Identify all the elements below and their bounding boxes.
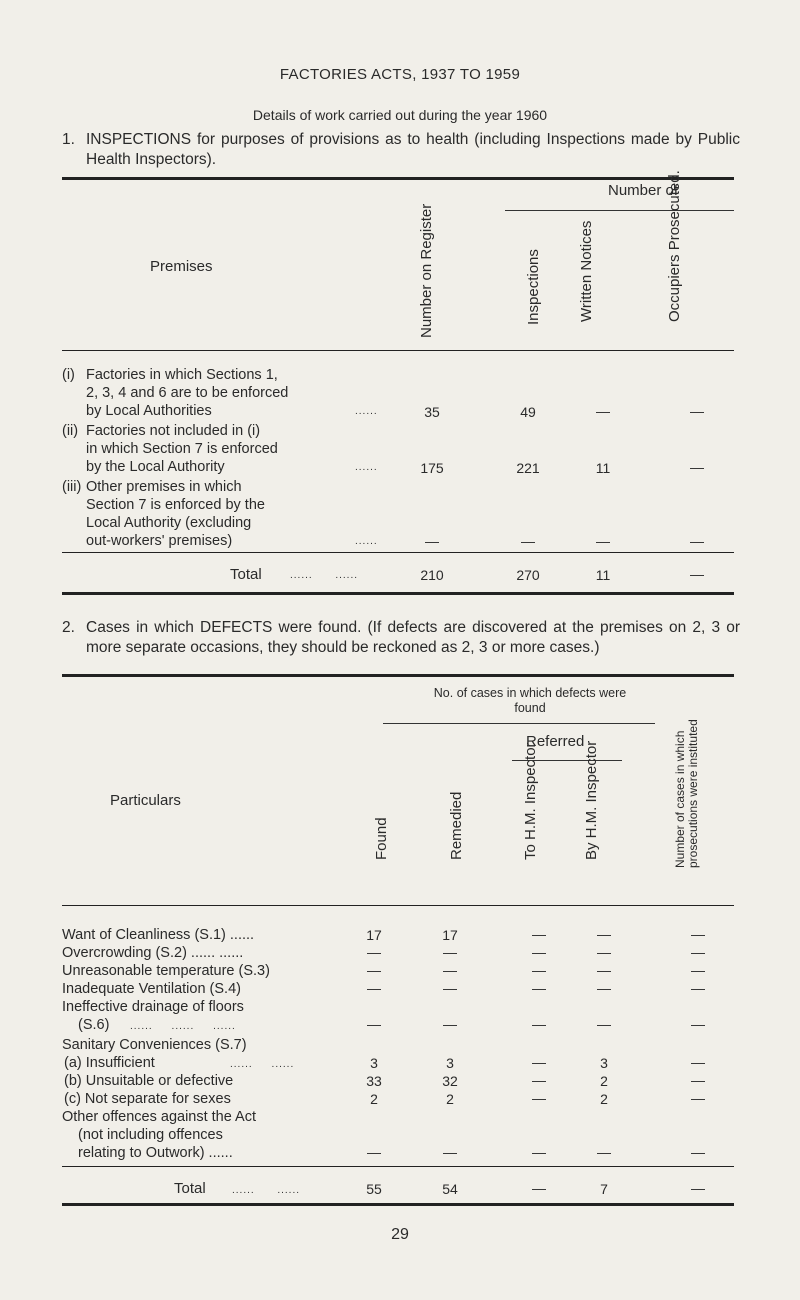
table2-header-rule: [62, 905, 734, 906]
section1-intro: [62, 130, 740, 174]
cell-to-hm: —: [532, 1016, 546, 1032]
row-text: by the Local Authority: [86, 459, 225, 475]
table1-col-premises: Premises: [150, 258, 213, 275]
cell-by-hm: —: [597, 926, 611, 942]
cell-prosecutions: —: [691, 962, 705, 978]
cell-register: 35: [424, 404, 440, 420]
row-text: Factories in which Sections 1,: [86, 367, 278, 383]
cell-remedied: 2: [446, 1091, 454, 1107]
leader-dots: ......: [355, 462, 378, 473]
page-subtitle: Details of work carried out during the year 1960: [252, 107, 548, 123]
table2-total-rule: [62, 1166, 734, 1167]
table1-bottom-rule: [62, 592, 734, 595]
row-label: (ii): [62, 423, 79, 439]
cell-prosecutions: —: [691, 980, 705, 996]
cell-prosecutions: —: [691, 1090, 705, 1106]
cell-prosecutions: —: [691, 926, 705, 942]
table2-group-header: No. of cases in which defects were found: [433, 686, 627, 715]
cell-found: 3: [370, 1055, 378, 1071]
table2-bottom-rule: [62, 1203, 734, 1206]
row-text: Factories not included in (i): [86, 423, 261, 439]
table2-col-particulars: Particulars: [110, 792, 181, 809]
row-text: by Local Authorities: [86, 403, 212, 419]
table2-row-label: (b) Unsuitable or defective: [64, 1073, 234, 1089]
cell-inspections: 49: [520, 404, 536, 420]
cell-to-hm: —: [532, 926, 546, 942]
table1-total-rule: [62, 552, 734, 553]
section2-intro: [62, 618, 740, 680]
cell-prosecutions: —: [691, 1016, 705, 1032]
cell-inspections: —: [521, 533, 535, 549]
total-to-hm: —: [532, 1180, 546, 1196]
table2-total-label: Total: [174, 1180, 206, 1197]
row-text: Local Authority (excluding: [86, 515, 252, 531]
table2-row-label: (a) Insufficient: [64, 1055, 155, 1071]
row-text: in which Section 7 is enforced: [86, 441, 278, 457]
cell-remedied: —: [443, 962, 457, 978]
leader-dots: ...... ......: [290, 570, 359, 581]
cell-found: —: [367, 1016, 381, 1032]
cell-register: —: [425, 533, 439, 549]
cell-remedied: —: [443, 1144, 457, 1160]
cell-to-hm: —: [532, 1090, 546, 1106]
cell-to-hm: —: [532, 962, 546, 978]
cell-prosecutions: —: [691, 1144, 705, 1160]
cell-found: 33: [366, 1073, 382, 1089]
cell-by-hm: —: [597, 980, 611, 996]
cell-remedied: —: [443, 1016, 457, 1032]
cell-prosecuted: —: [690, 533, 704, 549]
cell-remedied: 17: [442, 927, 458, 943]
cell-found: —: [367, 944, 381, 960]
table1-total-label: Total: [230, 566, 262, 583]
table2-row-label: Other offences against the Act: [62, 1109, 256, 1125]
cell-notices: —: [596, 403, 610, 419]
cell-to-hm: —: [532, 1144, 546, 1160]
row-text: Section 7 is enforced by the: [86, 497, 265, 513]
leader-dots: ......: [355, 406, 378, 417]
table2-col-prosecutions: Number of cases in which prosecutions were instituted: [673, 719, 700, 868]
table2-row-label: (not including offences: [78, 1127, 223, 1143]
row-text: 2, 3, 4 and 6 are to be enforced: [86, 385, 289, 401]
leader-dots: ......: [355, 536, 378, 547]
cell-remedied: 32: [442, 1073, 458, 1089]
section2-number: 2.: [62, 619, 75, 636]
cell-by-hm: 2: [600, 1091, 608, 1107]
table2-group-rule: [383, 723, 655, 724]
cell-register: 175: [420, 460, 444, 476]
total-by-hm: 7: [600, 1181, 608, 1197]
cell-prosecutions: —: [691, 1072, 705, 1088]
page-number: 29: [391, 1226, 409, 1243]
total-found: 55: [366, 1181, 382, 1197]
table1-group-rule: [505, 210, 734, 211]
cell-to-hm: —: [532, 1072, 546, 1088]
row-text: Other premises in which: [86, 479, 242, 495]
total-notices: 11: [595, 567, 611, 583]
table1-col-notices: Written Notices: [578, 220, 595, 322]
cell-remedied: —: [443, 980, 457, 996]
table2-col-found: Found: [373, 817, 390, 860]
table2-row-label: Overcrowding (S.2) ...... ......: [62, 945, 244, 961]
leader-dots: ...... ......: [232, 1185, 301, 1196]
cell-to-hm: —: [532, 1054, 546, 1070]
table1-top-rule: [62, 177, 734, 180]
cell-prosecutions: —: [691, 944, 705, 960]
table1-group-header: Number of: [607, 182, 679, 199]
cell-by-hm: 3: [600, 1055, 608, 1071]
leader-dots: ...... ......: [230, 1059, 295, 1070]
cell-found: 2: [370, 1091, 378, 1107]
cell-by-hm: —: [597, 1144, 611, 1160]
page-title: FACTORIES ACTS, 1937 TO 1959: [279, 66, 521, 83]
table2-row-label: Unreasonable temperature (S.3): [62, 963, 270, 979]
cell-to-hm: —: [532, 944, 546, 960]
cell-prosecuted: —: [690, 403, 704, 419]
row-text: out-workers' premises): [86, 533, 233, 549]
cell-found: —: [367, 980, 381, 996]
cell-prosecuted: —: [690, 459, 704, 475]
total-inspections: 270: [516, 567, 540, 583]
leader-dots: ...... ...... ......: [130, 1021, 236, 1032]
cell-prosecutions: —: [691, 1054, 705, 1070]
cell-inspections: 221: [516, 460, 540, 476]
cell-to-hm: —: [532, 980, 546, 996]
cell-by-hm: —: [597, 962, 611, 978]
cell-found: —: [367, 962, 381, 978]
cell-notices: 11: [595, 460, 611, 476]
cell-remedied: 3: [446, 1055, 454, 1071]
row-label: (i): [62, 367, 75, 383]
cell-found: 17: [366, 927, 382, 943]
table1-header-rule: [62, 350, 734, 351]
table2-row-label: Sanitary Conveniences (S.7): [62, 1037, 247, 1053]
table2-row-label: (S.6): [78, 1017, 110, 1033]
table2-top-rule: [62, 674, 734, 677]
table1-col-inspections: Inspections: [525, 249, 542, 325]
table1-col-prosecuted: Occupiers Prosecuted.: [666, 170, 683, 322]
cell-found: —: [367, 1144, 381, 1160]
table2-col-remedied: Remedied: [448, 791, 465, 860]
total-prosecuted: —: [690, 566, 704, 582]
cell-notices: —: [596, 533, 610, 549]
total-register: 210: [420, 567, 444, 583]
table2-row-label: (c) Not separate for sexes: [64, 1091, 231, 1107]
cell-remedied: —: [443, 944, 457, 960]
total-prosecutions: —: [691, 1180, 705, 1196]
table2-row-label: Ineffective drainage of floors: [62, 999, 244, 1015]
section2-text: Cases in which DEFECTS were found. (If defects are discovered at the premises on 2, 3 or more separate occasions, they should be reckoned as 2, 3 or more cases.): [86, 619, 740, 656]
total-remedied: 54: [442, 1181, 458, 1197]
table2-col-to-hm: To H.M. Inspector: [522, 742, 539, 860]
table2-referred-header: Referred: [526, 733, 585, 750]
table2-row-label: Want of Cleanliness (S.1) ......: [62, 927, 255, 943]
table2-row-label: relating to Outwork) ......: [78, 1145, 233, 1161]
table1-col-register: Number on Register: [418, 203, 435, 338]
section1-number: 1.: [62, 131, 75, 148]
section1-text: INSPECTIONS for purposes of provisions as to health (including Inspections made by Public Health Inspectors).: [86, 131, 740, 168]
table2-col-by-hm: By H.M. Inspector: [583, 740, 600, 860]
row-label: (iii): [62, 479, 82, 495]
table2-row-label: Inadequate Ventilation (S.4): [62, 981, 241, 997]
cell-by-hm: —: [597, 944, 611, 960]
cell-by-hm: 2: [600, 1073, 608, 1089]
cell-by-hm: —: [597, 1016, 611, 1032]
